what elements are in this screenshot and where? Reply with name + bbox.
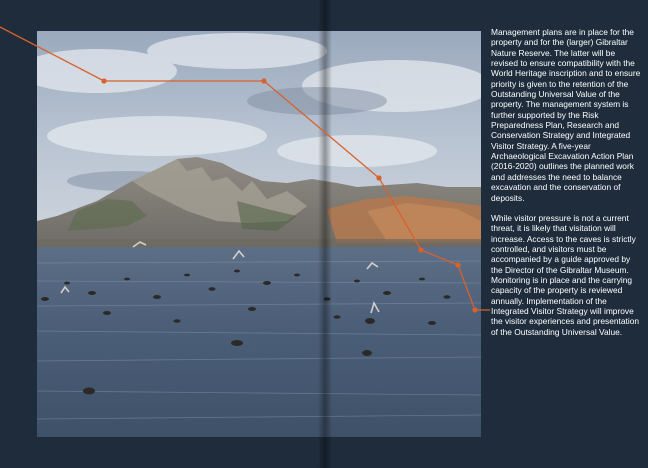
- accent-line: [0, 27, 490, 310]
- paragraph-visitors: While visitor pressure is not a current threat, it is likely that visitation will increase. Access to the caves is strictly controlled, and visitors must be accompanied by a guide approved by the Director of the Gibraltar Museum. Monitoring is in place and the carrying capacity of the property is reviewed annually. Implementation of the Integrated Visitor Strategy will improve the visitor experiences and presentation of the Outstanding Universal Value.: [491, 212, 640, 337]
- paragraph-management: Management plans are in place for the property and for the (larger) Gibraltar Nature Reserve. The latter will be revised to ensure compatibility with the World Heritage inscription and to ensure priority is given to the retention of the Outstanding Universal Value of the property. The management system is further supported by the Risk Preparedness Plan, Research and Conservation Strategy and Integrated Visitor Strategy. A five-year Archaeological Excavation Action Plan (2016-2020) outlines the planned work and addresses the need to balance excavation and the conservation of deposits.: [491, 27, 641, 203]
- accent-dots: [101, 78, 477, 312]
